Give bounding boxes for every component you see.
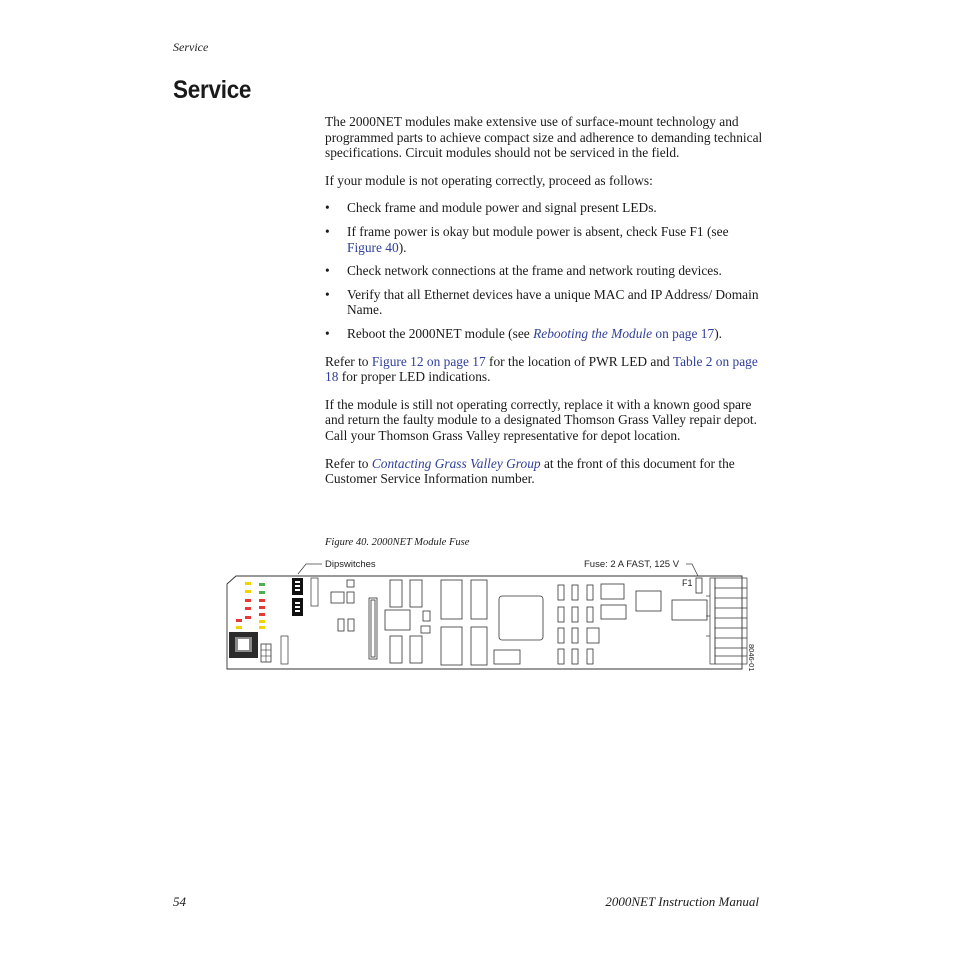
edge-connector	[706, 578, 747, 664]
list-item-text: Reboot the 2000NET module (see	[347, 325, 534, 341]
paragraph-proceed: If your module is not operating correctly, proceed as follows:	[325, 172, 653, 188]
list-item	[325, 326, 765, 342]
manual-title: 2000NET Instruction Manual	[605, 894, 759, 909]
figure-caption: Figure 40. 2000NET Module Fuse	[325, 537, 470, 548]
page-number: 54	[173, 894, 186, 909]
service-checklist	[325, 200, 765, 341]
led-red	[259, 613, 265, 616]
rebooting-module-link[interactable]: Rebooting the Module	[533, 325, 653, 341]
dipswitches	[292, 578, 303, 616]
fuse-leader	[686, 564, 698, 576]
status-leds	[236, 582, 265, 629]
ethernet-jack	[229, 632, 258, 658]
paragraph-text: Refer to	[325, 455, 372, 471]
led-green	[259, 583, 265, 586]
paragraph-intro: The 2000NET modules make extensive use of surface-mount technology and programmed parts to achieve compact size and adherence to demanding technical specifications. Circuit modules should not be serviced in the field.	[325, 114, 763, 161]
led-yellow	[236, 626, 242, 629]
list-item: • Check network connections at the frame and network routing devices.	[325, 263, 765, 279]
board-outline	[227, 576, 742, 669]
section-title: Service	[173, 76, 252, 104]
contacting-gvg-link[interactable]: Contacting Grass Valley Group	[371, 455, 541, 471]
led-green	[259, 591, 265, 594]
paragraph-text: for proper LED indications.	[338, 369, 491, 385]
list-item-text: ).	[714, 325, 722, 341]
list-item: • Check frame and module power and signal present LEDs.	[325, 200, 765, 216]
list-item-text: ).	[398, 239, 407, 255]
page-17-link[interactable]: on page 17	[652, 325, 715, 341]
figure-12-link[interactable]: Figure 12 on page 17	[371, 353, 486, 369]
dipswitch-leader	[298, 564, 322, 574]
list-item	[325, 224, 765, 255]
fuse-label: Fuse: 2 A FAST, 125 V	[584, 559, 680, 570]
body-text	[325, 114, 765, 499]
figure-40-link[interactable]: Figure 40	[347, 239, 399, 255]
paragraph-text: for the location of PWR LED and	[485, 353, 673, 369]
list-item: • Verify that all Ethernet devices have a unique MAC and IP Address/ Domain Name.	[325, 287, 765, 318]
led-yellow	[259, 620, 265, 623]
led-yellow	[259, 626, 265, 629]
module-fuse-figure	[226, 556, 761, 676]
fuse-f1	[696, 578, 702, 593]
pin-header	[281, 636, 288, 664]
led-red	[259, 606, 265, 609]
paragraph-text: Refer to	[325, 353, 372, 369]
drawing-number: 8046-01	[747, 644, 756, 672]
pin-header	[311, 578, 318, 606]
circuit-board-drawing	[226, 556, 761, 676]
paragraph-text: at the front of this document for the Customer Service Information number.	[325, 455, 735, 487]
led-yellow	[245, 582, 251, 585]
led-red	[245, 616, 251, 619]
paragraph-contact	[325, 456, 765, 487]
led-red	[245, 607, 251, 610]
list-item-text: If frame power is okay but module power is absent, check Fuse F1 (see	[347, 223, 729, 239]
running-head: Service	[173, 40, 209, 54]
dipswitches-label: Dipswitches	[325, 559, 376, 570]
f1-label: F1	[682, 578, 693, 588]
board-components	[331, 578, 707, 665]
paragraph-replace: If the module is still not operating correctly, replace it with a known good spare and return the faulty module to a designated Thomson Grass Valley repair depot. Call your Thomson Grass Valley representative for depot location.	[325, 396, 757, 443]
led-red	[245, 599, 251, 602]
led-red	[259, 599, 265, 602]
led-red	[236, 619, 242, 622]
paragraph-refer-leds	[325, 354, 765, 385]
led-yellow	[245, 590, 251, 593]
table-2-link[interactable]: Table 2 on page 18	[325, 353, 758, 385]
